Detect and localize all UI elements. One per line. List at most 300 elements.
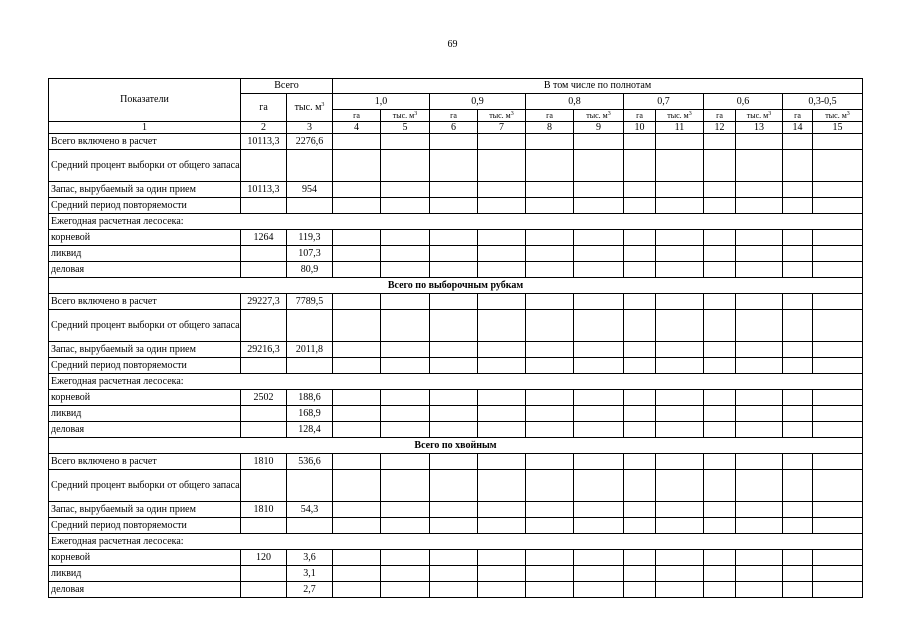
table-row: [49, 422, 863, 438]
density-value-cell: [704, 294, 736, 310]
total-m3-cell: 536,6: [287, 454, 333, 470]
density-value-cell: [478, 390, 526, 406]
density-value-cell: [704, 358, 736, 374]
density-value-cell: [624, 406, 656, 422]
density-value-cell: [574, 358, 624, 374]
density-value-cell: [381, 390, 430, 406]
table-row: [49, 310, 863, 342]
unit-text: тыс. м: [392, 110, 415, 120]
density-m3-3: [656, 110, 704, 122]
density-value-cell: [704, 566, 736, 582]
density-value-cell: [430, 150, 478, 182]
density-value-cell: [656, 310, 704, 342]
total-m3-cell: 3,6: [287, 550, 333, 566]
density-value-cell: [574, 390, 624, 406]
density-ha-0: га: [333, 110, 381, 122]
density-value-cell: [574, 550, 624, 566]
density-value-cell: [736, 502, 783, 518]
density-value-cell: [783, 262, 813, 278]
density-value-cell: [333, 198, 381, 214]
density-value-cell: [333, 182, 381, 198]
density-header-2: 0,8: [526, 94, 624, 110]
density-value-cell: [333, 422, 381, 438]
total-m3-cell: [287, 358, 333, 374]
density-value-cell: [736, 358, 783, 374]
density-value-cell: [704, 406, 736, 422]
density-value-cell: [624, 262, 656, 278]
density-value-cell: [430, 310, 478, 342]
density-value-cell: [783, 582, 813, 598]
density-value-cell: [783, 294, 813, 310]
header-total-m3: [287, 94, 333, 122]
column-number: 4: [333, 122, 381, 134]
density-value-cell: [704, 422, 736, 438]
density-value-cell: [381, 342, 430, 358]
density-value-cell: [333, 550, 381, 566]
density-value-cell: [333, 262, 381, 278]
density-value-cell: [736, 422, 783, 438]
density-value-cell: [656, 406, 704, 422]
row-label: Всего включено в расчет: [49, 454, 241, 470]
density-value-cell: [381, 150, 430, 182]
header-row-4: [49, 122, 863, 134]
total-m3-cell: [287, 310, 333, 342]
row-label: деловая: [49, 582, 241, 598]
density-value-cell: [704, 230, 736, 246]
total-ha-cell: [241, 150, 287, 182]
total-m3-cell: 168,9: [287, 406, 333, 422]
density-value-cell: [624, 582, 656, 598]
density-ha-4: га: [704, 110, 736, 122]
density-value-cell: [574, 246, 624, 262]
density-value-cell: [736, 134, 783, 150]
column-number: 15: [813, 122, 863, 134]
density-value-cell: [783, 470, 813, 502]
density-value-cell: [381, 246, 430, 262]
density-value-cell: [736, 406, 783, 422]
density-value-cell: [813, 134, 863, 150]
density-value-cell: [526, 422, 574, 438]
density-value-cell: [783, 230, 813, 246]
density-value-cell: [813, 502, 863, 518]
density-value-cell: [656, 518, 704, 534]
density-value-cell: [478, 406, 526, 422]
density-value-cell: [704, 502, 736, 518]
density-value-cell: [478, 582, 526, 598]
density-ha-2: га: [526, 110, 574, 122]
table-row: [49, 406, 863, 422]
density-value-cell: [526, 406, 574, 422]
density-value-cell: [704, 454, 736, 470]
density-value-cell: [736, 246, 783, 262]
density-value-cell: [430, 502, 478, 518]
density-value-cell: [333, 294, 381, 310]
density-value-cell: [783, 342, 813, 358]
row-label: корневой: [49, 390, 241, 406]
density-value-cell: [783, 390, 813, 406]
total-m3-cell: 2276,6: [287, 134, 333, 150]
density-value-cell: [656, 198, 704, 214]
density-value-cell: [526, 582, 574, 598]
density-value-cell: [656, 182, 704, 198]
density-value-cell: [704, 262, 736, 278]
column-number: 5: [381, 122, 430, 134]
density-value-cell: [624, 566, 656, 582]
density-value-cell: [333, 502, 381, 518]
density-value-cell: [624, 150, 656, 182]
density-value-cell: [478, 262, 526, 278]
total-ha-cell: 1810: [241, 454, 287, 470]
density-value-cell: [430, 262, 478, 278]
table-row: [49, 534, 863, 550]
density-value-cell: [381, 566, 430, 582]
density-value-cell: [656, 358, 704, 374]
density-value-cell: [574, 582, 624, 598]
total-ha-cell: [241, 358, 287, 374]
density-value-cell: [813, 310, 863, 342]
unit-text: тыс. м: [825, 110, 847, 120]
density-value-cell: [478, 230, 526, 246]
density-value-cell: [333, 406, 381, 422]
density-value-cell: [526, 342, 574, 358]
section-title: Всего по хвойным: [49, 438, 863, 454]
row-label: Ежегодная расчетная лесосека:: [49, 374, 863, 390]
density-value-cell: [478, 134, 526, 150]
table-row: [49, 246, 863, 262]
density-value-cell: [783, 358, 813, 374]
density-header-0: 1,0: [333, 94, 430, 110]
density-value-cell: [656, 502, 704, 518]
density-value-cell: [656, 246, 704, 262]
header-total: Всего: [241, 79, 333, 94]
density-value-cell: [736, 518, 783, 534]
density-value-cell: [736, 454, 783, 470]
density-value-cell: [704, 518, 736, 534]
density-value-cell: [333, 582, 381, 598]
density-value-cell: [736, 310, 783, 342]
total-ha-cell: 29216,3: [241, 342, 287, 358]
density-value-cell: [813, 262, 863, 278]
density-value-cell: [430, 182, 478, 198]
density-value-cell: [430, 294, 478, 310]
density-value-cell: [574, 566, 624, 582]
density-value-cell: [813, 198, 863, 214]
density-value-cell: [624, 518, 656, 534]
density-value-cell: [813, 358, 863, 374]
density-value-cell: [333, 390, 381, 406]
density-value-cell: [574, 262, 624, 278]
density-header-4: 0,6: [704, 94, 783, 110]
density-value-cell: [430, 198, 478, 214]
table-row: [49, 374, 863, 390]
total-m3-cell: 80,9: [287, 262, 333, 278]
density-m3-4: [736, 110, 783, 122]
unit-text: тыс. м: [294, 101, 322, 113]
density-value-cell: [381, 310, 430, 342]
density-value-cell: [381, 582, 430, 598]
unit-superscript: 3: [846, 110, 850, 117]
density-value-cell: [813, 246, 863, 262]
density-value-cell: [624, 470, 656, 502]
total-ha-cell: [241, 246, 287, 262]
column-number: 10: [624, 122, 656, 134]
density-value-cell: [656, 230, 704, 246]
total-m3-cell: 954: [287, 182, 333, 198]
density-value-cell: [704, 582, 736, 598]
density-value-cell: [704, 134, 736, 150]
density-value-cell: [656, 134, 704, 150]
density-ha-1: га: [430, 110, 478, 122]
total-ha-cell: 1264: [241, 230, 287, 246]
total-ha-cell: 29227,3: [241, 294, 287, 310]
table-row: [49, 390, 863, 406]
density-value-cell: [430, 566, 478, 582]
density-value-cell: [736, 470, 783, 502]
row-label: деловая: [49, 422, 241, 438]
density-value-cell: [813, 182, 863, 198]
density-value-cell: [783, 198, 813, 214]
density-value-cell: [783, 518, 813, 534]
density-ha-5: га: [783, 110, 813, 122]
density-value-cell: [526, 262, 574, 278]
density-value-cell: [574, 470, 624, 502]
column-number: 6: [430, 122, 478, 134]
row-label: Средний период повторяемости: [49, 198, 241, 214]
density-value-cell: [574, 518, 624, 534]
density-value-cell: [736, 230, 783, 246]
density-value-cell: [478, 342, 526, 358]
unit-text: тыс. м: [489, 110, 511, 120]
header-by-density: В том числе по полнотам: [333, 79, 863, 94]
density-value-cell: [430, 342, 478, 358]
row-label: Средний процент выборки от общего запаса: [49, 310, 241, 342]
density-value-cell: [430, 550, 478, 566]
density-value-cell: [526, 470, 574, 502]
density-value-cell: [333, 230, 381, 246]
density-value-cell: [656, 390, 704, 406]
total-ha-cell: [241, 262, 287, 278]
row-label: корневой: [49, 230, 241, 246]
density-value-cell: [430, 230, 478, 246]
density-value-cell: [656, 582, 704, 598]
density-value-cell: [333, 342, 381, 358]
row-label: Средний процент выборки от общего запаса: [49, 150, 241, 182]
density-value-cell: [430, 422, 478, 438]
density-value-cell: [430, 390, 478, 406]
table-row: [49, 150, 863, 182]
density-value-cell: [624, 454, 656, 470]
density-value-cell: [624, 246, 656, 262]
table-row: [49, 566, 863, 582]
total-ha-cell: [241, 470, 287, 502]
total-m3-cell: 2,7: [287, 582, 333, 598]
density-value-cell: [574, 502, 624, 518]
column-number: 7: [478, 122, 526, 134]
column-number: 3: [287, 122, 333, 134]
density-value-cell: [736, 582, 783, 598]
density-value-cell: [704, 390, 736, 406]
column-number: 13: [736, 122, 783, 134]
density-value-cell: [736, 294, 783, 310]
density-value-cell: [333, 358, 381, 374]
density-header-1: 0,9: [430, 94, 526, 110]
density-value-cell: [624, 502, 656, 518]
density-value-cell: [381, 134, 430, 150]
density-value-cell: [624, 134, 656, 150]
total-m3-cell: 2011,8: [287, 342, 333, 358]
density-value-cell: [813, 550, 863, 566]
density-value-cell: [574, 422, 624, 438]
total-m3-cell: 188,6: [287, 390, 333, 406]
density-value-cell: [736, 262, 783, 278]
unit-superscript: 3: [510, 110, 514, 117]
unit-superscript: 3: [321, 101, 325, 108]
table-row: [49, 230, 863, 246]
density-value-cell: [704, 150, 736, 182]
density-value-cell: [381, 182, 430, 198]
density-value-cell: [381, 550, 430, 566]
density-value-cell: [813, 150, 863, 182]
density-value-cell: [574, 294, 624, 310]
total-m3-cell: 128,4: [287, 422, 333, 438]
density-value-cell: [333, 518, 381, 534]
density-value-cell: [526, 310, 574, 342]
density-header-3: 0,7: [624, 94, 704, 110]
density-value-cell: [783, 310, 813, 342]
density-value-cell: [813, 342, 863, 358]
density-value-cell: [813, 582, 863, 598]
density-value-cell: [574, 134, 624, 150]
density-m3-2: [574, 110, 624, 122]
table-row: [49, 198, 863, 214]
row-label: корневой: [49, 550, 241, 566]
row-label: ликвид: [49, 566, 241, 582]
table-row: [49, 134, 863, 150]
density-value-cell: [526, 198, 574, 214]
total-ha-cell: [241, 566, 287, 582]
row-label: ликвид: [49, 246, 241, 262]
total-ha-cell: 2502: [241, 390, 287, 406]
page-number: 69: [447, 39, 458, 50]
row-label: Средний процент выборки от общего запаса: [49, 470, 241, 502]
total-ha-cell: [241, 406, 287, 422]
density-value-cell: [478, 566, 526, 582]
density-value-cell: [656, 550, 704, 566]
header-total-ha: га: [241, 94, 287, 122]
density-value-cell: [813, 566, 863, 582]
density-value-cell: [333, 246, 381, 262]
density-value-cell: [478, 310, 526, 342]
density-value-cell: [813, 230, 863, 246]
density-value-cell: [813, 422, 863, 438]
section-title: Всего по выборочным рубкам: [49, 278, 863, 294]
density-value-cell: [478, 294, 526, 310]
total-m3-cell: 54,3: [287, 502, 333, 518]
unit-superscript: 3: [414, 110, 418, 117]
row-label: Средний период повторяемости: [49, 518, 241, 534]
total-ha-cell: [241, 582, 287, 598]
density-value-cell: [526, 358, 574, 374]
density-value-cell: [526, 230, 574, 246]
density-value-cell: [478, 182, 526, 198]
density-value-cell: [736, 198, 783, 214]
density-value-cell: [813, 406, 863, 422]
table-row: [49, 342, 863, 358]
header-row-1: [49, 79, 863, 94]
density-value-cell: [624, 182, 656, 198]
density-value-cell: [333, 566, 381, 582]
density-value-cell: [478, 518, 526, 534]
column-number: 14: [783, 122, 813, 134]
total-m3-cell: 107,3: [287, 246, 333, 262]
density-value-cell: [526, 390, 574, 406]
density-value-cell: [381, 502, 430, 518]
density-value-cell: [526, 502, 574, 518]
density-value-cell: [478, 502, 526, 518]
density-value-cell: [478, 198, 526, 214]
density-value-cell: [704, 550, 736, 566]
density-value-cell: [624, 358, 656, 374]
density-value-cell: [430, 358, 478, 374]
table-row: [49, 182, 863, 198]
row-label: Всего включено в расчет: [49, 294, 241, 310]
table-row: [49, 262, 863, 278]
row-label: Средний период повторяемости: [49, 358, 241, 374]
header-indicators: Показатели: [49, 79, 241, 122]
unit-text: тыс. м: [746, 110, 769, 120]
total-ha-cell: [241, 198, 287, 214]
density-value-cell: [624, 550, 656, 566]
density-value-cell: [624, 310, 656, 342]
table-row: [49, 214, 863, 230]
density-value-cell: [783, 422, 813, 438]
density-value-cell: [704, 342, 736, 358]
table-row: [49, 582, 863, 598]
density-value-cell: [478, 470, 526, 502]
unit-superscript: 3: [688, 110, 692, 117]
density-value-cell: [381, 454, 430, 470]
table-row: [49, 470, 863, 502]
density-m3-1: [478, 110, 526, 122]
row-label: Ежегодная расчетная лесосека:: [49, 214, 863, 230]
unit-superscript: 3: [768, 110, 772, 117]
density-value-cell: [783, 550, 813, 566]
density-value-cell: [526, 518, 574, 534]
density-value-cell: [526, 182, 574, 198]
density-value-cell: [478, 358, 526, 374]
density-value-cell: [656, 566, 704, 582]
density-ha-3: га: [624, 110, 656, 122]
density-value-cell: [656, 342, 704, 358]
total-ha-cell: [241, 310, 287, 342]
density-value-cell: [430, 470, 478, 502]
density-value-cell: [736, 150, 783, 182]
density-value-cell: [704, 198, 736, 214]
density-value-cell: [430, 454, 478, 470]
density-value-cell: [526, 566, 574, 582]
density-value-cell: [624, 422, 656, 438]
density-value-cell: [783, 566, 813, 582]
row-label: Ежегодная расчетная лесосека:: [49, 534, 863, 550]
unit-text: тыс. м: [586, 110, 608, 120]
density-value-cell: [783, 134, 813, 150]
unit-superscript: 3: [607, 110, 611, 117]
density-value-cell: [783, 406, 813, 422]
total-ha-cell: 1810: [241, 502, 287, 518]
table-row: [49, 294, 863, 310]
density-value-cell: [813, 390, 863, 406]
density-value-cell: [526, 550, 574, 566]
